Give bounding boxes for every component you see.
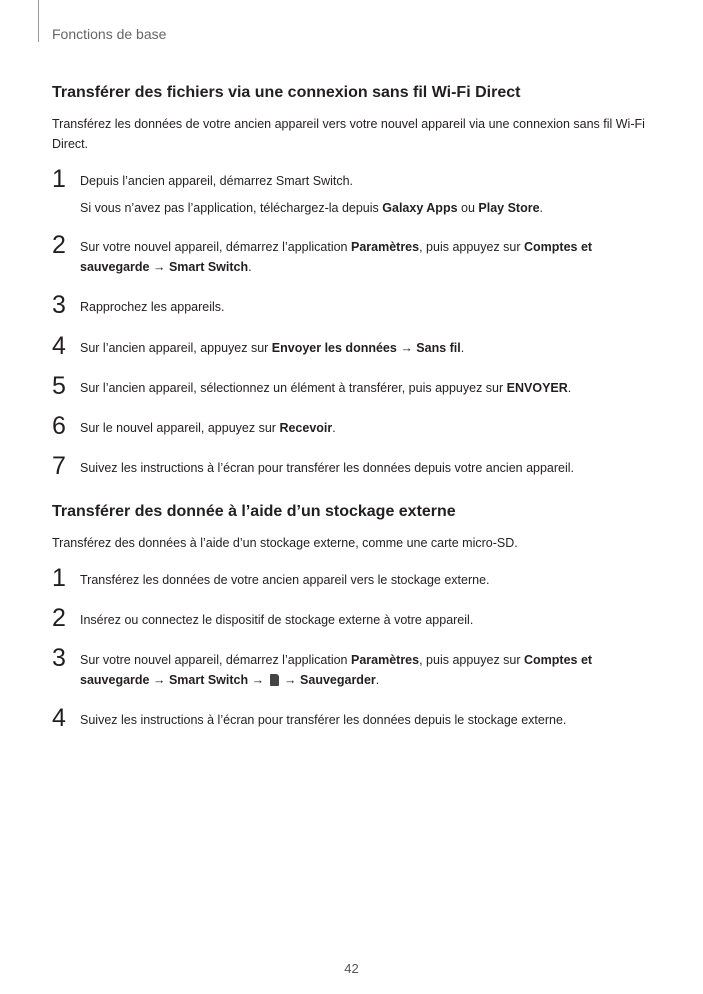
step-text: Sur votre nouvel appareil, démarrez l’application Paramètres, puis appuyez sur Comptes et sauvegarde → Smart Switch. <box>80 240 593 274</box>
step-number: 1 <box>52 165 66 193</box>
header-rule <box>38 0 39 42</box>
step-text: Insérez ou connectez le dispositif de stockage externe à votre appareil. <box>80 613 474 627</box>
section-intro-external-storage: Transférez des données à l’aide d’un stockage externe, comme une carte micro-SD. <box>52 536 518 550</box>
step-line: Depuis l’ancien appareil, démarrez Smart Switch. <box>80 174 354 188</box>
step-text: Rapprochez les appareils. <box>80 300 225 314</box>
section-title-external-storage: Transférer des donnée à l’aide d’un stockage externe <box>52 503 456 520</box>
step-number: 2 <box>52 231 66 259</box>
step-text: Transférez les données de votre ancien appareil vers le stockage externe. <box>80 573 490 587</box>
step-text: Sur l’ancien appareil, appuyez sur Envoyer les données → Sans fil. <box>80 341 465 355</box>
step-number: 3 <box>52 291 66 319</box>
step-number: 1 <box>52 564 66 592</box>
page-number: 42 <box>344 961 359 976</box>
step-subline: Si vous n’avez pas l’application, téléchargez-la depuis Galaxy Apps ou Play Store. <box>80 201 544 215</box>
step-number: 3 <box>52 644 66 672</box>
step-text: Sur votre nouvel appareil, démarrez l’application Paramètres, puis appuyez sur Comptes et sauvegarde → Smart Switch → → Sauvegarder. <box>80 653 593 687</box>
step-text: Sur l’ancien appareil, sélectionnez un élément à transférer, puis appuyez sur ENVOYER. <box>80 381 572 395</box>
section-intro-wifi-direct: Transférez les données de votre ancien appareil vers votre nouvel appareil via une connexion sans fil Wi-Fi Direct. <box>52 117 645 151</box>
step-number: 4 <box>52 704 66 732</box>
step-number: 2 <box>52 604 66 632</box>
step-number: 6 <box>52 412 66 440</box>
step-text: Sur le nouvel appareil, appuyez sur Recevoir. <box>80 421 336 435</box>
chapter-header: Fonctions de base <box>52 26 167 42</box>
step-text: Suivez les instructions à l’écran pour transférer les données depuis votre ancien appareil. <box>80 461 575 475</box>
step-number: 5 <box>52 372 66 400</box>
section-title-wifi-direct: Transférer des fichiers via une connexion sans fil Wi-Fi Direct <box>52 84 521 101</box>
sd-card-icon <box>270 674 279 686</box>
step-number: 7 <box>52 452 66 480</box>
step-text: Suivez les instructions à l’écran pour transférer les données depuis le stockage externe. <box>80 713 567 727</box>
step-number: 4 <box>52 332 66 360</box>
step-text <box>80 171 650 218</box>
